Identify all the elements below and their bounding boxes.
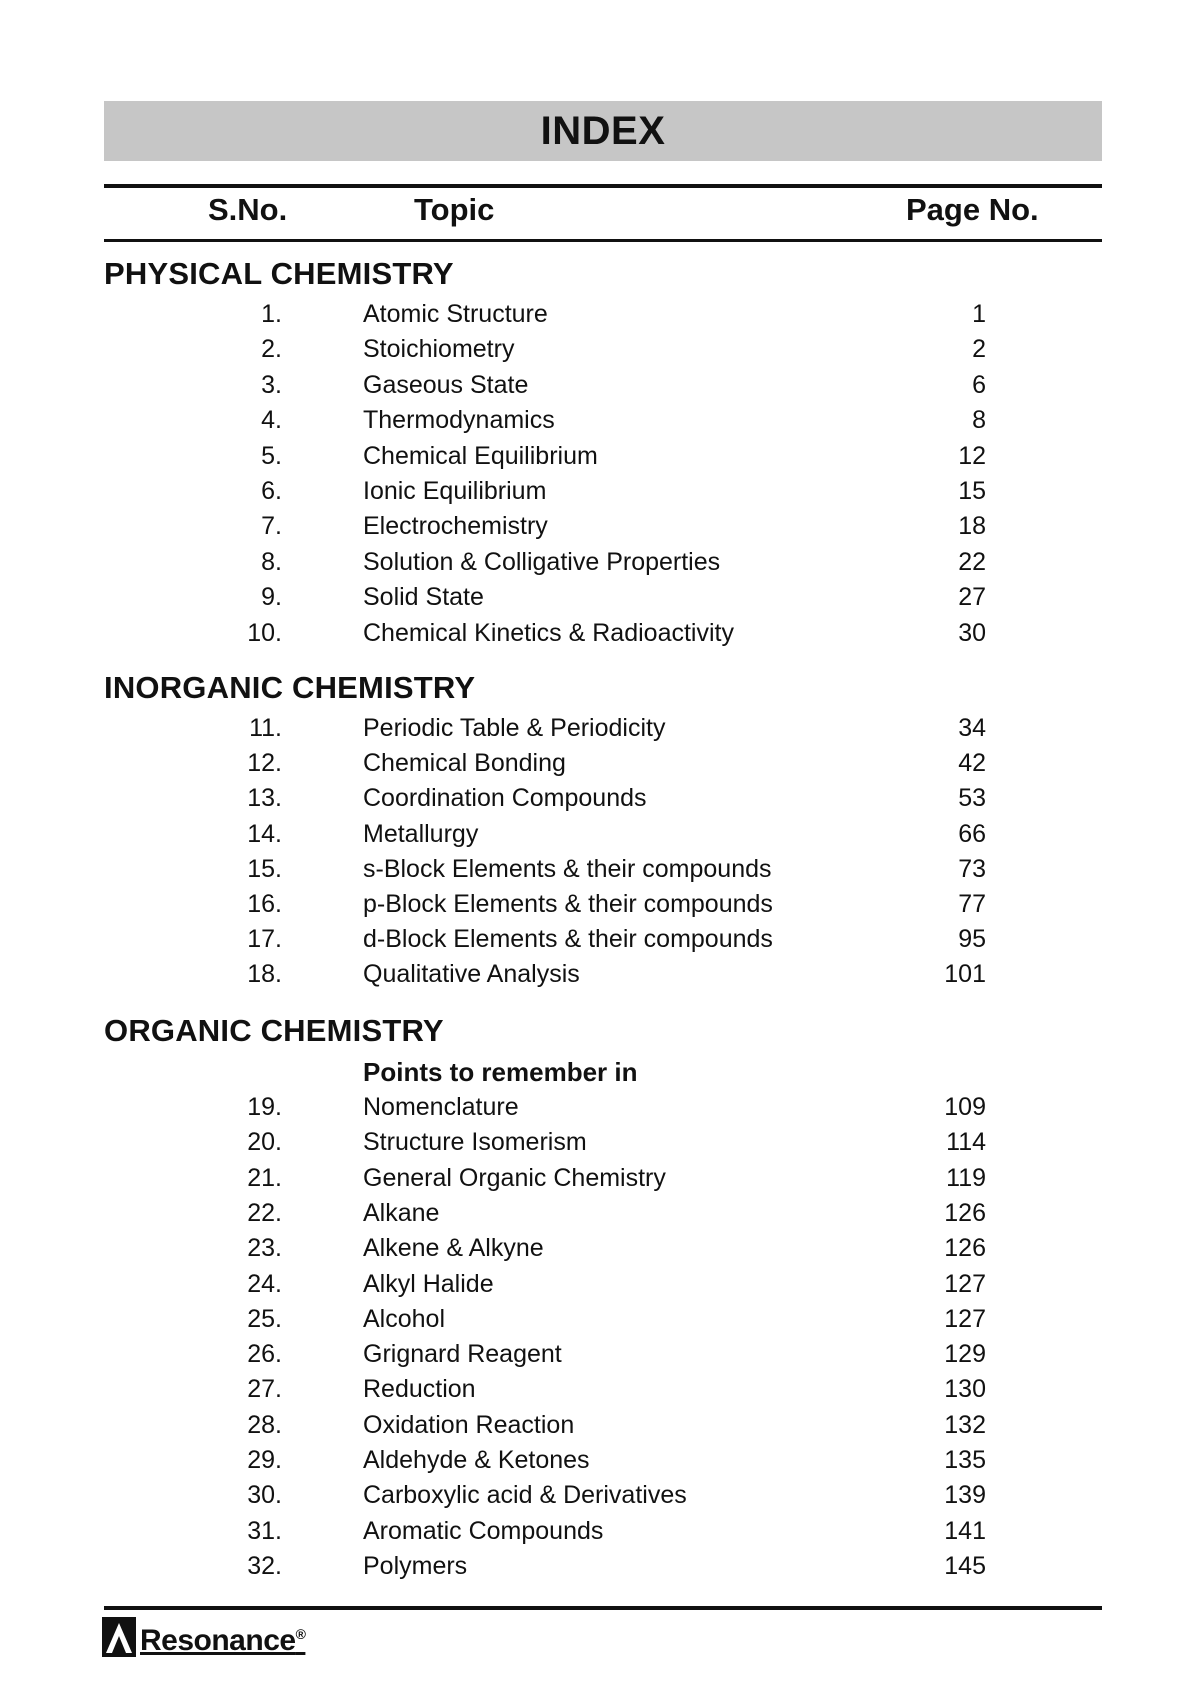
resonance-logo-icon: [102, 1617, 136, 1657]
row-topic: Aldehyde & Ketones: [363, 1446, 590, 1474]
header-top-rule: [104, 184, 1102, 188]
row-topic: Alkane: [363, 1198, 440, 1227]
row-page-number: 77: [958, 890, 986, 918]
row-serial-number: 27.: [247, 1375, 282, 1404]
index-row: [0, 1408, 1200, 1443]
row-page-number: 119: [946, 1163, 986, 1192]
row-serial-number: 31.: [247, 1516, 282, 1545]
row-topic: Electrochemistry: [363, 512, 548, 541]
index-row: [0, 403, 1200, 438]
index-row: [0, 1514, 1200, 1549]
resonance-logo: [102, 1616, 305, 1658]
index-row: [0, 1549, 1200, 1584]
index-row: [0, 474, 1200, 509]
index-row: [0, 1196, 1200, 1231]
row-topic: Carboxylic acid & Derivatives: [363, 1481, 687, 1510]
row-serial-number: 17.: [247, 925, 282, 954]
row-page-number: 101: [944, 960, 986, 989]
index-row: [0, 1443, 1200, 1478]
row-serial-number: 22.: [247, 1198, 282, 1227]
row-topic: Solid State: [363, 583, 484, 612]
index-row: [0, 746, 1200, 781]
row-topic: Chemical Equilibrium: [363, 441, 598, 470]
row-serial-number: 28.: [247, 1410, 282, 1439]
row-page-number: 126: [944, 1234, 986, 1263]
index-row: [0, 1478, 1200, 1513]
row-serial-number: 20.: [247, 1128, 282, 1157]
row-topic: Polymers: [363, 1551, 468, 1580]
row-page-number: 12: [958, 441, 986, 470]
row-topic: General Organic Chemistry: [363, 1163, 666, 1192]
index-row: [0, 1302, 1200, 1337]
row-serial-number: 3.: [261, 370, 282, 399]
row-page-number: 1: [972, 300, 986, 328]
index-row: [0, 332, 1200, 367]
row-serial-number: 23.: [247, 1234, 282, 1263]
row-serial-number: 1.: [261, 300, 282, 328]
row-page-number: 73: [958, 854, 986, 883]
index-row: [0, 1125, 1200, 1160]
index-row: [0, 817, 1200, 852]
index-row: [0, 1231, 1200, 1266]
row-topic: Periodic Table & Periodicity: [363, 714, 666, 742]
row-serial-number: 12.: [247, 749, 282, 778]
footer-rule: [104, 1606, 1102, 1610]
section-heading: PHYSICAL CHEMISTRY: [104, 256, 454, 291]
row-topic: Chemical Bonding: [363, 749, 566, 778]
row-serial-number: 16.: [247, 890, 282, 918]
index-row: [0, 1161, 1200, 1196]
row-page-number: 95: [958, 925, 986, 954]
row-topic: Oxidation Reaction: [363, 1410, 575, 1439]
row-page-number: 109: [944, 1093, 986, 1121]
row-topic: d-Block Elements & their compounds: [363, 925, 773, 954]
row-serial-number: 4.: [261, 406, 282, 435]
row-serial-number: 11.: [249, 714, 282, 742]
logo-wordmark: [140, 1617, 305, 1658]
row-page-number: 27: [958, 583, 986, 612]
row-topic: Grignard Reagent: [363, 1340, 562, 1369]
column-header-sno: S.No.: [208, 192, 288, 227]
index-row: [0, 616, 1200, 651]
logo-registered-mark: ®: [295, 1625, 306, 1642]
row-page-number: 145: [944, 1551, 986, 1580]
index-title-bar: [104, 101, 1102, 161]
index-row: [0, 781, 1200, 816]
row-page-number: 8: [972, 406, 986, 435]
row-page-number: 66: [958, 819, 986, 848]
row-topic: Alcohol: [363, 1304, 445, 1333]
row-page-number: 18: [958, 512, 986, 541]
index-row: [0, 439, 1200, 474]
row-topic: Thermodynamics: [363, 406, 555, 435]
page-title: INDEX: [540, 108, 666, 153]
row-topic: s-Block Elements & their compounds: [363, 854, 772, 883]
row-topic: Alkene & Alkyne: [363, 1234, 544, 1263]
column-header-page: Page No.: [906, 192, 1039, 227]
index-row: [0, 711, 1200, 746]
row-serial-number: 32.: [247, 1551, 282, 1580]
row-page-number: 53: [958, 784, 986, 813]
index-row: [0, 580, 1200, 615]
row-topic: Structure Isomerism: [363, 1128, 587, 1157]
row-serial-number: 30.: [247, 1481, 282, 1510]
row-page-number: 34: [958, 714, 986, 742]
row-page-number: 6: [972, 370, 986, 399]
row-topic: Qualitative Analysis: [363, 960, 580, 989]
row-serial-number: 13.: [247, 784, 282, 813]
row-page-number: 114: [946, 1128, 986, 1157]
index-row: [0, 368, 1200, 403]
index-row: [0, 922, 1200, 957]
row-serial-number: 10.: [247, 618, 282, 647]
row-serial-number: 18.: [247, 960, 282, 989]
row-serial-number: 29.: [247, 1446, 282, 1474]
row-page-number: 141: [944, 1516, 986, 1545]
index-row: [0, 509, 1200, 544]
row-page-number: 2: [972, 335, 986, 364]
index-row: [0, 297, 1200, 332]
section-heading: ORGANIC CHEMISTRY: [104, 1013, 444, 1048]
row-serial-number: 7.: [261, 512, 282, 541]
index-row: [0, 887, 1200, 922]
row-topic: Metallurgy: [363, 819, 479, 848]
row-serial-number: 14.: [247, 819, 282, 848]
row-page-number: 139: [944, 1481, 986, 1510]
row-topic: p-Block Elements & their compounds: [363, 890, 773, 918]
row-topic: Chemical Kinetics & Radioactivity: [363, 618, 734, 647]
row-topic: Nomenclature: [363, 1093, 519, 1121]
row-topic: Ionic Equilibrium: [363, 477, 547, 505]
section-heading: INORGANIC CHEMISTRY: [104, 670, 476, 705]
logo-text: Resonance: [140, 1623, 296, 1657]
index-row: [0, 1337, 1200, 1372]
index-row: [0, 852, 1200, 887]
row-page-number: 30: [958, 618, 986, 647]
row-serial-number: 15.: [247, 854, 282, 883]
row-page-number: 126: [944, 1198, 986, 1227]
row-topic: Alkyl Halide: [363, 1269, 494, 1298]
row-topic: Coordination Compounds: [363, 784, 647, 813]
column-header-topic: Topic: [414, 192, 495, 227]
row-page-number: 129: [944, 1340, 986, 1369]
index-row: [0, 545, 1200, 580]
row-serial-number: 24.: [247, 1269, 282, 1298]
index-row: [0, 1267, 1200, 1302]
row-topic: Gaseous State: [363, 370, 529, 399]
row-page-number: 135: [944, 1446, 986, 1474]
section-subheading: Points to remember in: [363, 1057, 638, 1087]
row-page-number: 127: [944, 1269, 986, 1298]
row-serial-number: 2.: [261, 335, 282, 364]
row-serial-number: 8.: [261, 547, 282, 576]
row-serial-number: 25.: [247, 1304, 282, 1333]
row-serial-number: 26.: [247, 1340, 282, 1369]
row-serial-number: 5.: [261, 441, 282, 470]
row-topic: Solution & Colligative Properties: [363, 547, 721, 576]
row-topic: Reduction: [363, 1375, 476, 1404]
row-topic: Stoichiometry: [363, 335, 515, 364]
row-topic: Atomic Structure: [363, 300, 548, 328]
index-row: [0, 1090, 1200, 1125]
row-page-number: 15: [958, 477, 986, 505]
row-page-number: 127: [944, 1304, 986, 1333]
header-bottom-rule: [104, 239, 1102, 242]
row-page-number: 42: [958, 749, 986, 778]
row-page-number: 132: [944, 1410, 986, 1439]
row-serial-number: 6.: [261, 477, 282, 505]
row-serial-number: 9.: [261, 583, 282, 612]
index-row: [0, 1372, 1200, 1407]
row-serial-number: 21.: [247, 1163, 282, 1192]
row-page-number: 130: [944, 1375, 986, 1404]
row-page-number: 22: [958, 547, 986, 576]
row-topic: Aromatic Compounds: [363, 1516, 604, 1545]
row-serial-number: 19.: [247, 1093, 282, 1121]
index-row: [0, 957, 1200, 992]
